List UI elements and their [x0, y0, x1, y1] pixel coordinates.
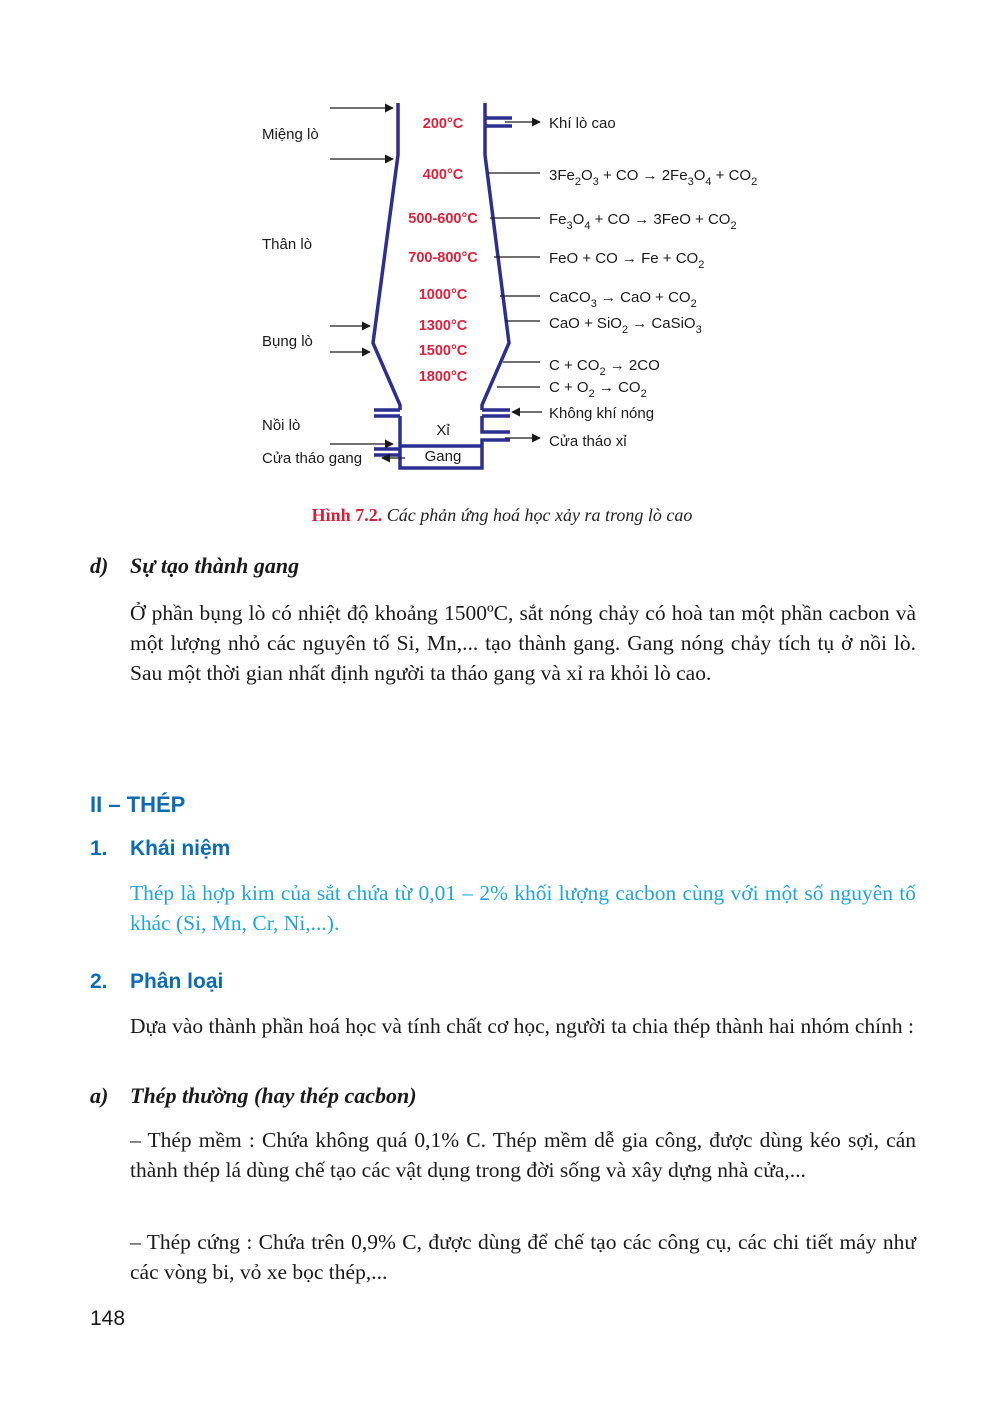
reaction-3: FeO + CO → $Fe + CO_2$ — [549, 250, 705, 271]
reaction-5: CaO + SiO$_2$ → CaSiO$_3$ — [549, 315, 702, 336]
reaction-7: $C + O_2 \to CO_2$ — [549, 379, 647, 400]
furnace-outline — [373, 103, 512, 468]
page-number: 148 — [90, 1307, 126, 1330]
heading-d — [90, 553, 299, 579]
output-arrows — [505, 122, 542, 438]
temperature-label: 1500°C — [418, 343, 468, 359]
temperature-label: 1800°C — [418, 369, 468, 385]
heading-d-title: Sự tạo thành gang — [130, 553, 300, 578]
hard-steel-item: – Thép cứng : Chứa trên 0,9% C, được dùng để chế tạo các công cụ, các chi tiết máy như các vòng bi, vỏ xe bọc thép,... — [130, 1230, 916, 1284]
label-than-lo: Thân lò — [262, 236, 313, 253]
paragraph-gang: Ở phần bụng lò có nhiệt độ khoảng 1500ºC, sắt nóng chảy có hoà tan một phần cacbon và một lượng nhỏ các nguyên tố Si, Mn,... tạo thành gang. Gang nóng chảy tích tụ ở nồi lò. Sau một thời gian nhất định người ta tháo gang và xỉ ra khỏi lò cao. — [130, 601, 916, 685]
label-cua-thao-xi: Cửa tháo xỉ — [549, 433, 627, 450]
heading-a-title: Thép thường (hay thép cacbon) — [130, 1083, 417, 1108]
label-khi-lo-cao: Khí lò cao — [549, 115, 616, 132]
subsection-1-heading — [90, 837, 230, 861]
temperature-label: 1300°C — [418, 318, 468, 334]
reaction-2: $Fe_3O_4$ + CO → $3FeO + CO_2$ — [549, 211, 737, 232]
caption-label: Hình 7.2. — [311, 505, 383, 525]
temperature-label: 400°C — [422, 167, 464, 183]
reaction-6: $C + CO_2 \to 2CO$ — [549, 357, 660, 378]
subsection-1-title: Khái niệm — [130, 837, 231, 860]
heading-a-marker: a) — [90, 1083, 109, 1108]
reaction-leader-lines — [488, 173, 540, 387]
reaction-1: $3Fe_2O_3$ + CO → $2Fe_3O_4 + CO_2$ — [549, 167, 758, 188]
label-mieng-lo: Miệng lò — [262, 126, 319, 143]
label-noi-lo: Nồi lò — [262, 417, 301, 434]
section-title-thep: II – THÉP — [90, 792, 186, 817]
subsection-2-title: Phân loại — [130, 970, 224, 993]
heading-a — [90, 1083, 417, 1109]
subsection-2-heading — [90, 970, 223, 994]
subsection-1-number: 1. — [90, 837, 108, 860]
label-bung-lo: Bụng lò — [262, 333, 313, 350]
label-cua-thao-gang: Cửa tháo gang — [262, 450, 363, 467]
label-gang: Gang — [424, 448, 462, 465]
input-arrows — [330, 108, 405, 458]
steel-definition: Thép là hợp kim của sắt chứa từ 0,01 – 2% khối lượng cacbon cùng với một số nguyên tố khác (Si, Mn, Cr, Ni,...). — [130, 881, 916, 935]
subsection-2-number: 2. — [90, 970, 108, 993]
soft-steel-item: – Thép mềm : Chứa không quá 0,1% C. Thép mềm dễ gia công, được dùng kéo sợi, cán thành thép lá dùng chế tạo các vật dụng trong đời sống và xây dựng nhà cửa,... — [130, 1128, 916, 1182]
label-khong-khi-nong: Không khí nóng — [549, 405, 655, 422]
temperature-label: 200°C — [422, 116, 464, 132]
temperature-label: 700-800°C — [408, 250, 478, 266]
heading-d-marker: d) — [90, 553, 109, 578]
label-xi: Xỉ — [436, 422, 450, 439]
caption-text: Các phản ứng hoá học xảy ra trong lò cao — [386, 505, 693, 525]
temperature-label: 500-600°C — [408, 211, 478, 227]
temperature-label: 1000°C — [418, 287, 468, 303]
blast-furnace-diagram — [0, 90, 1004, 490]
reaction-4: CaCO$_3$ → CaO + $CO_2$ — [549, 289, 697, 310]
classification-intro: Dựa vào thành phần hoá học và tính chất cơ học, người ta chia thép thành hai nhóm chính : — [130, 1014, 914, 1038]
figure-caption — [0, 505, 1004, 526]
